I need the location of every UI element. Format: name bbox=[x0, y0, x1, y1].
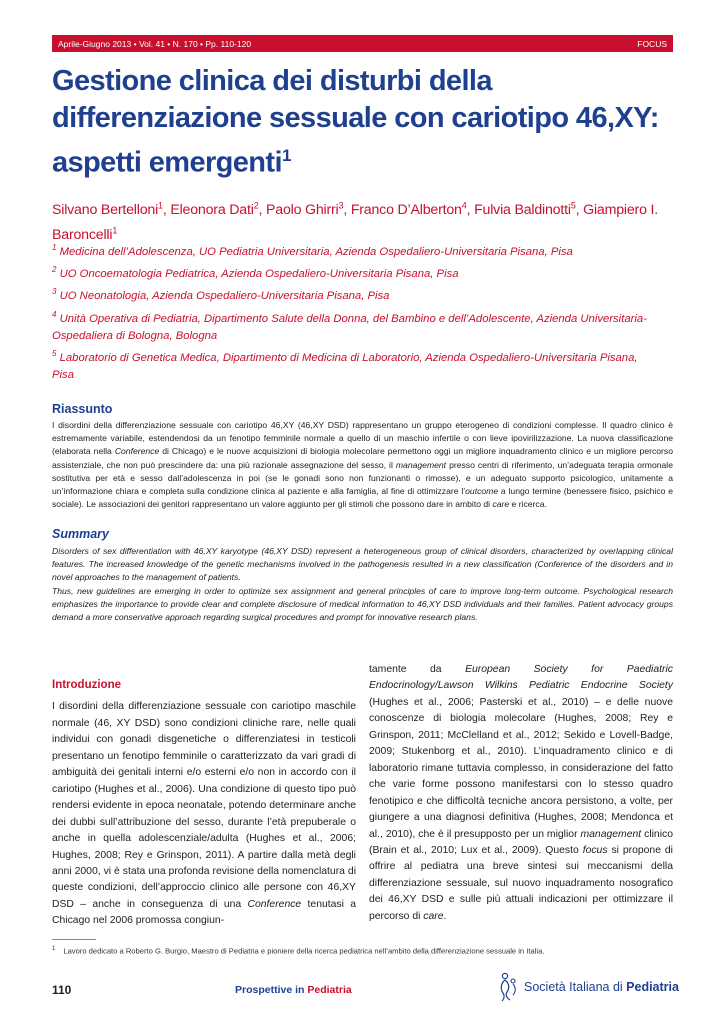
author-name: Giampiero I. Baroncelli bbox=[52, 201, 658, 244]
issue-header-bar bbox=[52, 35, 673, 52]
author bbox=[52, 202, 170, 218]
intro-emphasis: Conference bbox=[247, 898, 302, 910]
author-name: Fulvia Baldinotti bbox=[474, 201, 571, 218]
author-name: Paolo Ghirri bbox=[266, 201, 339, 218]
author bbox=[474, 202, 583, 218]
affiliation-text: UO Oncoematologia Pediatrica, Azienda Ospedaliero-Universitaria Pisana, Pisa bbox=[56, 267, 459, 280]
intro-text-part: tenutasi a Chicago nel 2006 promossa congiun- bbox=[52, 898, 356, 927]
journal-name-part: Prospettive in bbox=[235, 984, 308, 996]
issue-info: Aprile-Giugno 2013 • Vol. 41 • N. 170 • Pp. 110-120 bbox=[58, 38, 252, 49]
author-separator: , bbox=[466, 201, 475, 218]
author-affiliation-marker: 4 bbox=[461, 200, 467, 210]
intro-column-right bbox=[369, 662, 673, 925]
section-label: FOCUS bbox=[637, 38, 667, 49]
riassunto-emphasis: outcome bbox=[465, 486, 499, 497]
author-name: Eleonora Dati bbox=[170, 201, 254, 218]
page-number: 110 bbox=[52, 983, 72, 997]
title-footnote-marker: 1 bbox=[281, 146, 291, 165]
affiliation-marker: 3 bbox=[52, 287, 57, 297]
author-affiliation-marker: 5 bbox=[570, 200, 576, 210]
author-affiliation-marker: 1 bbox=[158, 200, 163, 210]
intro-text-part: si propone di offrire al pediatra una breve sintesi sui meccanismi della differenziazione sessuale, sul nuovo inquadramento nosografico dei 46,XY DSD e sulle più attuali indicazioni per ottimizzare il percorso di bbox=[369, 844, 673, 922]
riassunto-text-part: I disordini della differenziazione sessuale con cariotipo 46,XY (46,XY DSD) rappresentano un gruppo eterogeneo di condizioni complesse. Il quadro clinico è estremamente variabile, estendendosi da un fenotipo femminile normale a quello di un maschio infertile o con lieve ipovirilizzazione. La nuova classificazione (elaborata nella bbox=[52, 420, 673, 457]
affiliation-marker: 5 bbox=[52, 349, 57, 359]
affiliation-marker: 2 bbox=[52, 265, 57, 275]
riassunto-emphasis: Conference bbox=[114, 446, 160, 457]
footnote-divider bbox=[52, 939, 96, 940]
affiliation-text: Unità Operativa di Pediatria, Dipartimento Salute della Donna, del Bambino e dell’Adolescente, Azienda Universitaria-Ospedaliera di Bologna, Bologna bbox=[52, 312, 647, 342]
author-affiliation-marker: 1 bbox=[112, 225, 118, 236]
author-name: Silvano Bertelloni bbox=[52, 201, 159, 218]
riassunto-heading: Riassunto bbox=[52, 402, 113, 416]
society-name bbox=[524, 980, 679, 994]
author-separator: , bbox=[258, 201, 266, 218]
article-title bbox=[52, 63, 682, 182]
summary-paragraph: Disorders of sex differentiation with 46,XY karyotype (46,XY DSD) represent a heterogeneous group of clinical disorders, characterized by overlapping clinical features. The increased knowledge of the genetic mechanisms involved in the pathogenesis resulted in a new classification (Conference of the disorders and in novel approaches to the management of patients. bbox=[52, 546, 673, 583]
footnote-marker: 1 bbox=[52, 946, 56, 952]
affiliation bbox=[52, 283, 652, 305]
summary-text bbox=[52, 545, 673, 624]
intro-text-part: I disordini della differenziazione sessuale con cariotipo maschile normale (46, XY DSD) sono condizioni cliniche rare, nelle quali individui con gonadi disgenetiche o differenziatesi in testicoli presentano un fenotipo femminile o caratterizzato da vari gradi di ambiguità dei genitali interni e/o esterni e/o non in accordo con il cariotipo (Hughes et al., 2006). Una condizione di questo tipo può rendersi evidente in epoca neonatale, potendo determinare anche dei dubbi sull’attribuzione del sesso, durante l’età prepuberale o anche in quella adolescenziale/adulta (Hughes et al., 2006; Hughes, 2008; Rey e Grinspon, 2011). A partire dalla metà degli anni 2000, vi è stata una profonda revisione della nomenclatura di queste condizioni, dell’approccio clinico alle persone con 46,XY DSD – anche in conseguenza di una bbox=[52, 701, 356, 910]
intro-emphasis: focus bbox=[582, 844, 608, 856]
child-figure-logo-icon bbox=[498, 972, 520, 1002]
affiliation bbox=[52, 239, 652, 261]
introduzione-heading: Introduzione bbox=[52, 679, 121, 691]
riassunto-text-part: di Chicago) e le nuove acquisizioni di biologia molecolare permettono oggi un migliore inquadramento clinico e un migliore percorso assistenziale, che non può prescindere da: una più razionale assegnazione del sesso, il bbox=[52, 446, 673, 470]
society-name-part: Pediatria bbox=[626, 980, 679, 994]
author-separator: , bbox=[162, 201, 171, 218]
author bbox=[170, 202, 266, 218]
intro-emphasis: management bbox=[580, 828, 642, 840]
intro-paragraph bbox=[52, 699, 356, 929]
affiliation-list bbox=[52, 239, 652, 385]
journal-name-part: Pediatria bbox=[307, 984, 352, 996]
riassunto-text-part: presso centri di riferimento, un’adeguata terapia ormonale sostitutiva per età e sesso dall’adolescenza in poi (se le gonadi sono non funzionanti o rimosse), e un adeguato supporto psicologico, unitamente a un’informazione chiara e completa sulla condizione clinica al paziente e alla famiglia, al fine di ottimizzare l’ bbox=[52, 459, 673, 497]
riassunto-text-part: a lungo termine (benessere fisico, psichico e sociale). Le associazioni dei genitori rappresentano un valore aggiunto per gli stimoli che possono dare in ambito di bbox=[52, 486, 673, 510]
author-separator: , bbox=[575, 201, 584, 218]
affiliation bbox=[52, 261, 652, 283]
author-affiliation-marker: 3 bbox=[338, 200, 344, 210]
intro-text-part: tamente da bbox=[369, 664, 466, 675]
affiliation-marker: 4 bbox=[52, 309, 57, 319]
author bbox=[351, 202, 474, 218]
intro-emphasis: care bbox=[423, 910, 444, 922]
affiliation-text: Medicina dell’Adolescenza, UO Pediatria Universitaria, Azienda Ospedaliero-Universitaria Pisana, Pisa bbox=[56, 245, 573, 258]
society-logo bbox=[498, 972, 679, 1002]
riassunto-emphasis: care bbox=[492, 499, 510, 510]
footnote-text: Lavoro dedicato a Roberto G. Burgio, Maestro di Pediatria e pioniere della ricerca pediatrica nell’ambito della differenziazione sessuale in Italia. bbox=[63, 946, 545, 956]
intro-column-left bbox=[52, 677, 356, 930]
society-name-part: Società Italiana di bbox=[524, 980, 627, 994]
affiliation-text: UO Neonatologia, Azienda Ospedaliero-Universitaria Pisana, Pisa bbox=[56, 290, 390, 303]
intro-text-part: clinico (Brain et al., 2010; Lux et al., 2009). Questo bbox=[369, 828, 673, 856]
summary-paragraph: Thus, new guidelines are emerging in order to optimize sex assignment and general principles of care to improve long-term outcome. Psychological research emphasizes the importance to provide clear and complete disclosure of medical information to 46,XY DSD individuals and their families. Patient advocacy groups demand a more conservative approach regarding surgical procedures and prompt for innovative research plans. bbox=[52, 585, 673, 623]
intro-paragraph-continued bbox=[369, 662, 673, 925]
author bbox=[266, 202, 351, 218]
riassunto-text bbox=[52, 419, 673, 511]
author-name: Franco D’Alberton bbox=[350, 201, 462, 218]
summary-heading: Summary bbox=[52, 527, 109, 541]
author-affiliation-marker: 2 bbox=[253, 200, 259, 210]
journal-name bbox=[235, 984, 352, 996]
intro-text-part: . bbox=[443, 910, 447, 922]
intro-text-part: (Hughes et al., 2006; Pasterski et al., 2010) – e delle nuove conoscenze di biologia molecolare (Hughes, 2008; Rey e Grinspon, 2011; McClelland et al., 2012; Sekido e Lovell-Badge, 2009; Stukenborg et al., 2010). L’inquadramento clinico e di laboratorio rimane tuttavia complesso, in considerazione del fatto che varie forme possono manifestarsi con lo stesso quadro fenotipico e che difficoltà tecniche ancora persistono, a volte, per giungere a una diagnosi definitiva (Hughes, 2008; Mendonca et al., 2010), che è il presupposto per un miglior bbox=[369, 696, 673, 840]
riassunto-emphasis: management bbox=[395, 459, 447, 470]
affiliation-text: Laboratorio di Genetica Medica, Dipartimento di Medicina di Laboratorio, Azienda Ospedaliero-Universitaria Pisana, Pisa bbox=[52, 351, 638, 382]
author-separator: , bbox=[343, 201, 351, 218]
riassunto-text-part: e ricerca. bbox=[509, 499, 547, 510]
footnote bbox=[52, 946, 673, 956]
affiliation-marker: 1 bbox=[52, 243, 57, 252]
article-title-text: Gestione clinica dei disturbi della differenziazione sessuale con cariotipo 46,XY: aspetti emergenti bbox=[52, 65, 659, 179]
affiliation bbox=[52, 345, 652, 385]
affiliation bbox=[52, 306, 652, 346]
intro-emphasis: European Society for Paediatric Endocrinology/Lawson Wilkins Pediatric Endocrine Society bbox=[369, 664, 673, 692]
